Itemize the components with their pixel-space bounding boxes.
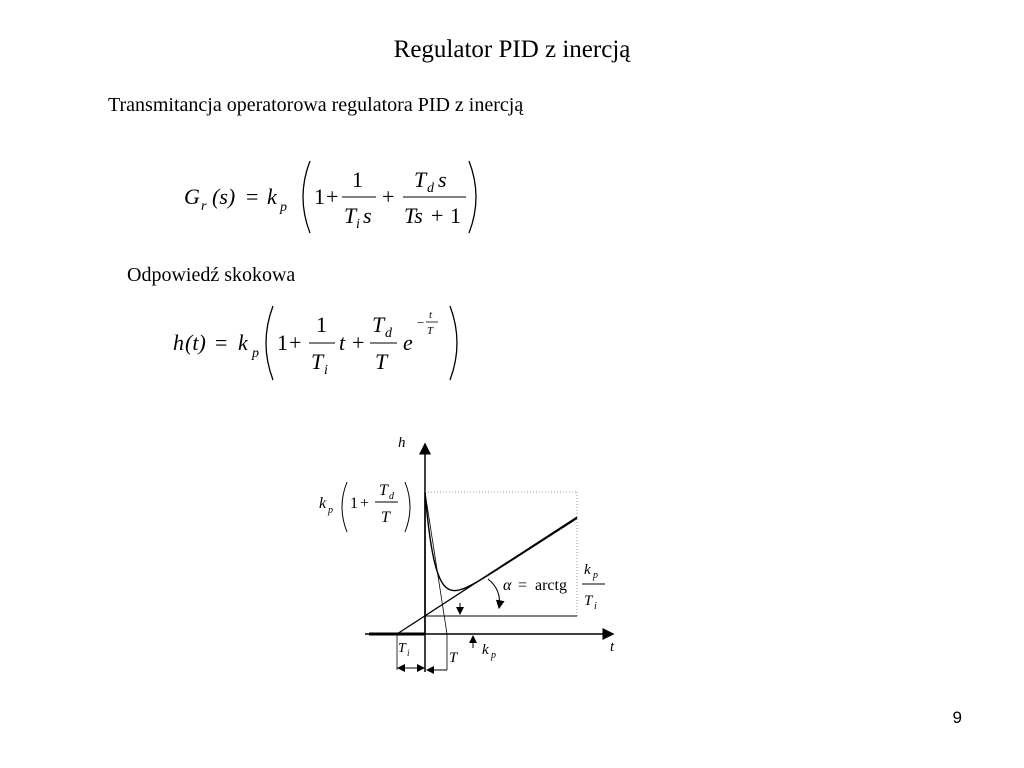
exponent-minus: − (417, 315, 425, 330)
alpha-equals: = (518, 577, 528, 594)
numerator-1: 1 (352, 167, 363, 192)
p-subscript: p (280, 200, 287, 215)
peak-Td-d: d (389, 491, 394, 502)
r-subscript: r (201, 199, 207, 214)
slope-Ti-i: i (594, 601, 597, 612)
slide-title: Regulator PID z inercją (393, 36, 631, 63)
p-subscript: p (252, 346, 259, 361)
one: 1 (277, 330, 288, 355)
step-response-graph (305, 430, 625, 680)
slope-Ti-T: T (584, 593, 593, 609)
alpha-arc (488, 579, 500, 608)
Td-T: T (372, 312, 385, 337)
e-symbol: e (403, 330, 413, 355)
peak-Td-T: T (379, 482, 388, 499)
ti-marker-i: i (407, 648, 410, 658)
slope-p: p (593, 570, 598, 581)
left-paren (303, 161, 310, 233)
equals-sign: = (215, 330, 228, 355)
peak-k: k (319, 495, 327, 512)
Ti-i: i (356, 217, 360, 232)
s-argument: (s) (212, 184, 236, 209)
one: 1 (314, 184, 325, 209)
step-response-formula (165, 300, 465, 385)
peak-one: 1 (350, 495, 358, 512)
exponent-t: t (429, 309, 433, 321)
h-symbol: h (173, 330, 184, 355)
equals-sign: = (246, 184, 259, 209)
t-marker-label: T (449, 650, 458, 666)
h-axis-label: h (398, 435, 406, 451)
peak-left-paren (342, 482, 347, 532)
peak-right-paren (405, 482, 410, 532)
right-paren (450, 306, 457, 380)
left-paren (266, 306, 273, 380)
slide-subtitle: Transmitancja operatorowa regulatora PID z inercją (108, 94, 524, 116)
G-symbol: G (184, 184, 200, 209)
Ti-T: T (344, 203, 357, 228)
peak-den-T: T (381, 509, 390, 526)
t-axis-label: t (610, 639, 615, 655)
kp-marker-k: k (482, 642, 489, 658)
Ti-s: s (363, 203, 372, 228)
transfer-function-formula (170, 155, 490, 240)
plus-2: + (382, 184, 395, 209)
t-argument: (t) (185, 330, 206, 355)
exponent-T: T (427, 325, 434, 337)
alpha-symbol: α (503, 577, 512, 594)
kp-marker-p: p (491, 650, 496, 661)
slope-k: k (584, 562, 591, 578)
Td-s: s (438, 167, 447, 192)
k-symbol: k (238, 330, 248, 355)
Ti-T: T (311, 349, 324, 374)
plus-2: + (352, 330, 365, 355)
denominator-one: 1 (450, 203, 461, 228)
denominator-T: T (375, 349, 388, 374)
response-curve (425, 492, 577, 634)
page-number: 9 (952, 708, 962, 727)
Td-d: d (427, 181, 434, 196)
step-response-label: Odpowiedź skokowa (127, 264, 296, 286)
ti-marker-T: T (398, 641, 406, 656)
peak-p: p (328, 505, 333, 516)
tangent-line (425, 492, 447, 634)
denominator-Ts: Ts (404, 203, 423, 228)
Ti-i: i (324, 363, 328, 378)
k-symbol: k (267, 184, 277, 209)
Td-T: T (414, 167, 427, 192)
t-variable: t (339, 330, 346, 355)
plus-1: + (326, 184, 339, 209)
plus-1: + (289, 330, 302, 355)
numerator-1: 1 (316, 312, 327, 337)
right-paren (469, 161, 476, 233)
arctg-function: arctg (535, 577, 567, 594)
peak-plus: + (360, 495, 370, 512)
Td-d: d (385, 326, 392, 341)
denominator-plus: + (431, 203, 444, 228)
